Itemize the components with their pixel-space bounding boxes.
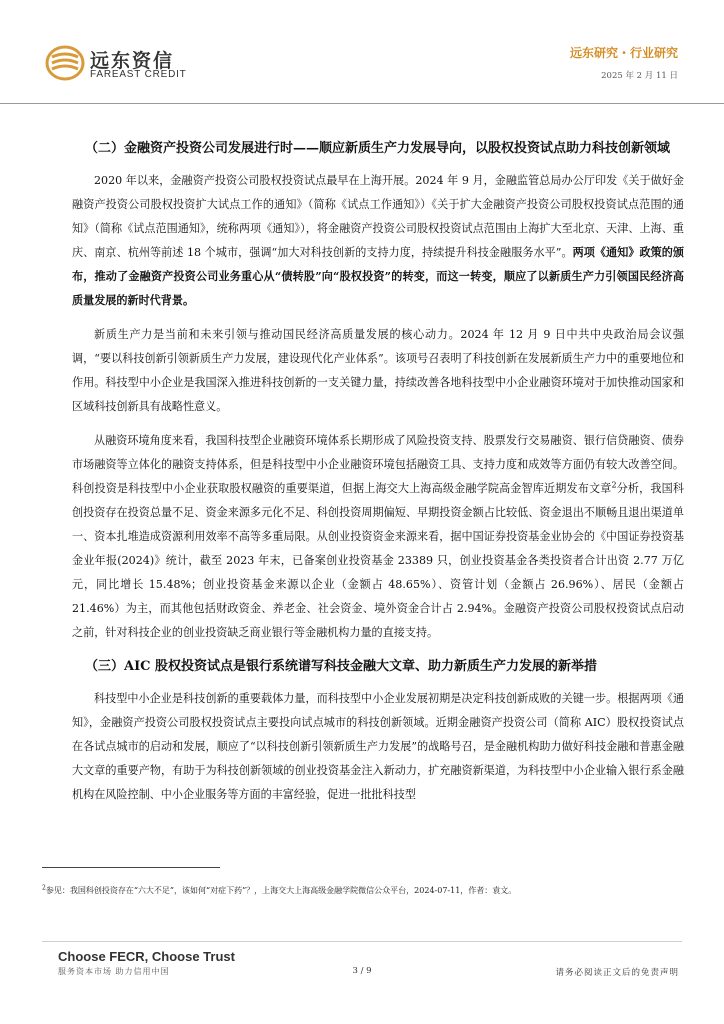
footer-subslogan: 服务资本市场 助力信用中国	[58, 967, 170, 976]
paragraph-bold-text: 两项《通知》政策的颁布，推动了金融资产投资公司业务重心从“债转股”向“股权投资”的转变，而这一转变，顺应了以新质生产力引领国民经济高质量发展的新时代背景。	[72, 246, 684, 307]
footnote-reference[interactable]: 2	[611, 480, 617, 490]
paragraph-text-part-a: 从融资环境角度来看，我国科技型企业融资环境体系长期形成了风险投资支持、股票发行交易融资、银行信贷融资、债券市场融资等立体化的融资支持体系，但是科技型中小企业融资环境包括融资工具、支持力度和成效等方面仍有较大改善空间。科创投资是科技型中小企业获取股权融资的重要渠道，但据上海交大上海高级金融学院高金智库近期发布文章	[72, 434, 684, 495]
footnote-text: 参见：我国科创投资存在“六大不足”，该如何“对症下药”？，上海交大上海高级金融学院微信公众平台，2024-07-11，作者：袁文。	[45, 886, 517, 895]
section-heading-3: （三）AIC 股权投资试点是银行系统谱写科技金融大文章、助力新质生产力发展的新举措	[85, 659, 598, 674]
paragraph-text-part-b: 分析，我国科创投资存在投资总量不足、资金来源多元化不足、科创投资周期偏短、早期投资金额占比较低、资金退出不顺畅且退出渠道单一、资本扎堆造成资源利用效率不高等多重局限。从创业投资资金来源来看，据中国证券投资基金业协会的《中国证券投资基金业年报(2024)》统计，截至 2023 年末，已备案创业投资基金 23389 只，创业投资基金各类投资者合计出资 2.77 万亿元，同比增长 15.48%；创业投资基金来源以企业（金额占 48.65%）、资管计划（金额占 26.96%）、居民（金额占 21.46%）为主，而其他包括财政资金、养老金、社会资金、境外资金合计占 2.94%。金融资产投资公司股权投资试点启动之前，针对科技企业的创业投资缺乏商业银行等金融机构力量的直接支持。	[72, 482, 684, 639]
logo-chinese-name: 远东资信	[90, 50, 175, 72]
paragraph-new-productivity: 新质生产力是当前和未来引领与推动国民经济高质量发展的核心动力。2024 年 12 月 9 日中共中央政治局会议强调，“要以科技创新引领新质生产力发展，建设现代化产业体系”。该项号召表明了科技创新在发展新质生产力中的重要地位和作用。科技型中小企业是我国深入推进科技创新的一支关键力量，持续改善各地科技型中小企业融资环境对于加快推动国家和区域科技创新具有战略性意义。	[72, 328, 684, 413]
fareast-credit-logo	[44, 42, 187, 84]
footer-divider	[42, 941, 682, 942]
paragraph-aic-pilot-history	[72, 169, 684, 313]
logo-english-name: FAREAST CREDIT	[90, 69, 187, 80]
page-header	[0, 0, 724, 104]
disclaimer-note[interactable]: 请务必阅读正文后的免责声明	[555, 968, 679, 978]
logo-mark-icon	[44, 42, 86, 84]
footnote	[42, 884, 678, 897]
footnote-marker: 2	[42, 884, 46, 892]
report-category: 远东研究・行业研究	[569, 46, 678, 60]
page-number: 3 / 9	[352, 966, 372, 976]
report-body	[72, 137, 684, 807]
paragraph-plain-text: 2020 年以来，金融资产投资公司股权投资试点最早在上海开展。2024 年 9 月，金融监管总局办公厅印发《关于做好金融资产投资公司股权投资扩大试点工作的通知》（简称《试点工作通知》）《关于扩大金融资产投资公司股权投资试点范围的通知》（简称《试点范围通知》，统称两项《通知》），将金融资产投资公司股权投资试点范围由上海扩大至北京、天津、上海、重庆、南京、杭州等前述 18 个城市，强调“加大对科技创新的支持力度，持续提升科技金融服务水平”。	[72, 174, 684, 259]
header-divider	[0, 103, 724, 104]
paragraph-financing-environment	[72, 429, 684, 645]
footer-slogan: Choose FECR, Choose Trust	[58, 949, 235, 964]
paragraph-aic-new-measure: 科技型中小企业是科技创新的重要载体力量，而科技型中小企业发展初期是决定科技创新成败的关键一步。根据两项《通知》，金融资产投资公司股权投资试点主要投向试点城市的科技创新领域。近期金融资产投资公司（简称 AIC）股权投资试点在各试点城市的启动和发展，顺应了“以科技创新引领新质生产力发展”的战略号召，是金融机构助力做好科技金融和普惠金融大文章的重要产物，有助于为科技创新领域的创业投资基金注入新动力，扩充融资新渠道，为科技型中小企业输入银行系金融机构在风险控制、中小企业服务等方面的丰富经验，促进一批批科技型	[72, 692, 684, 801]
section-heading-2: （二）金融资产投资公司发展进行时——顺应新质生产力发展导向，以股权投资试点助力科技创新领域	[85, 141, 671, 156]
report-date: 2025 年 2 月 11 日	[601, 71, 678, 81]
footnote-divider	[42, 867, 220, 868]
